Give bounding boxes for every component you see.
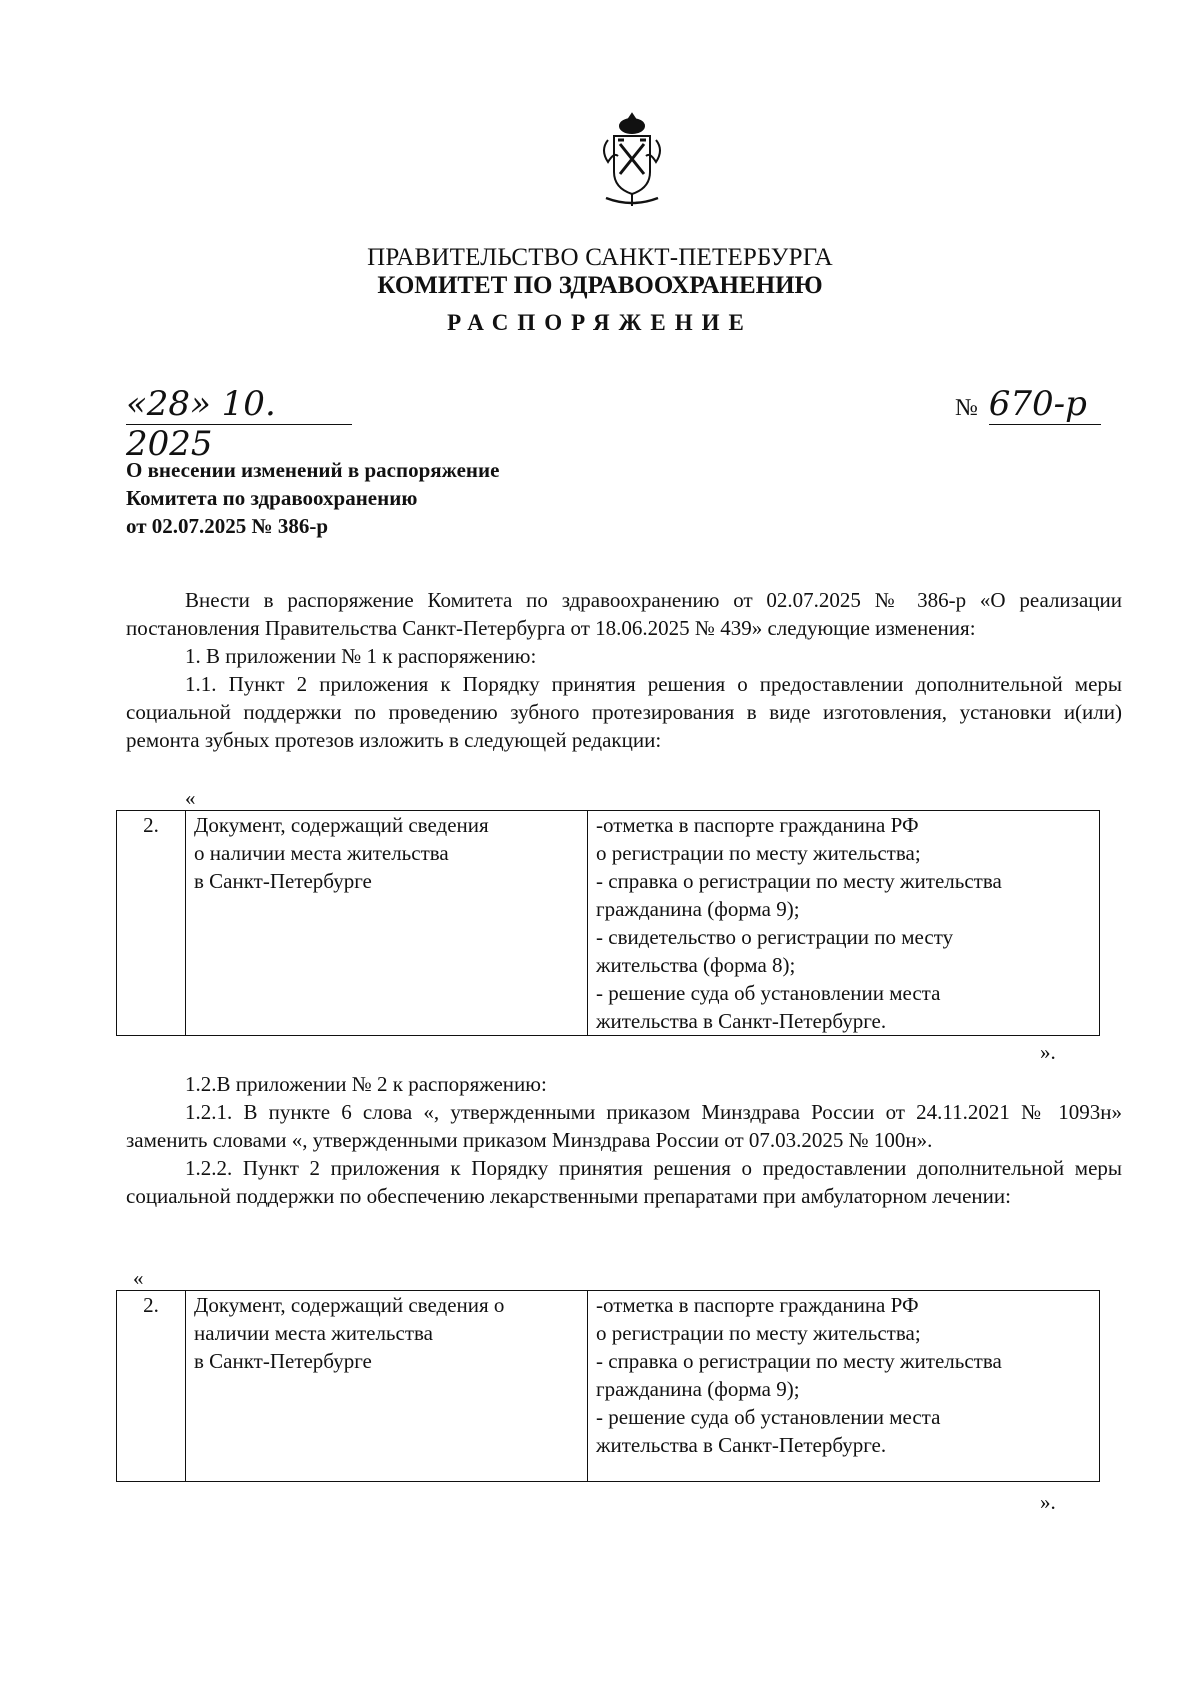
doc-line: в Санкт-Петербурге xyxy=(194,1349,372,1373)
committee-title: КОМИТЕТ ПО ЗДРАВООХРАНЕНИЮ xyxy=(377,272,823,299)
order-date: «28» 10. 2025 xyxy=(126,384,352,425)
body-section-2 xyxy=(126,1070,1122,1210)
item-line: о регистрации по месту жительства; xyxy=(596,1321,921,1345)
table-cell-items xyxy=(588,1291,1100,1482)
item-line: о регистрации по месту жительства; xyxy=(596,841,921,865)
item-line: гражданина (форма 9); xyxy=(596,897,800,921)
doc-line: о наличии места жительства xyxy=(194,841,449,865)
item-line: жительства (форма 8); xyxy=(596,953,796,977)
item-line: -отметка в паспорте гражданина РФ xyxy=(596,1293,919,1317)
order-subject xyxy=(126,456,499,540)
coat-of-arms-icon xyxy=(598,110,666,210)
item-line: - справка о регистрации по месту жительства xyxy=(596,869,1002,893)
doc-line: наличии места жительства xyxy=(194,1321,433,1345)
table-row xyxy=(117,811,1100,1036)
table-row xyxy=(117,1291,1100,1482)
doc-line: Документ, содержащий сведения xyxy=(194,813,489,837)
document-type: РАСПОРЯЖЕНИЕ xyxy=(447,310,753,335)
intro-paragraph: Внести в распоряжение Комитета по здравоохранению от 02.07.2025 № 386-р «О реализации постановления Правительства Санкт-Петербурга от 18.06.2025 № 439» следующие изменения: xyxy=(126,588,1122,640)
table-cell-num: 2. xyxy=(117,1291,186,1482)
table-1 xyxy=(116,810,1100,1036)
number-sign: № xyxy=(955,395,978,421)
doc-line: в Санкт-Петербурге xyxy=(194,869,372,893)
item-line: -отметка в паспорте гражданина РФ xyxy=(596,813,919,837)
body-section-1 xyxy=(126,586,1122,754)
paragraph-1-2: 1.2.В приложении № 2 к распоряжению: xyxy=(185,1072,547,1096)
doc-line: Документ, содержащий сведения о xyxy=(194,1293,505,1317)
quote-open: « xyxy=(185,786,196,810)
order-number-block xyxy=(955,384,1117,424)
item-line: жительства в Санкт-Петербурге. xyxy=(596,1433,887,1457)
item-line: - справка о регистрации по месту жительства xyxy=(596,1349,1002,1373)
table-cell-items xyxy=(588,811,1100,1036)
government-title: ПРАВИТЕЛЬСТВО САНКТ-ПЕТЕРБУРГА xyxy=(367,244,833,271)
item-line: - свидетельство о регистрации по месту xyxy=(596,925,954,949)
quote-close: ». xyxy=(1040,1040,1056,1064)
item-line: жительства в Санкт-Петербурге. xyxy=(596,1009,887,1033)
table-2 xyxy=(116,1290,1100,1482)
paragraph-1-2-1: 1.2.1. В пункте 6 слова «, утвержденными приказом Минздрава России от 24.11.2021 № 1093н» заменить словами «, утвержденными приказом Минздрава России от 07.03.2025 № 100н». xyxy=(126,1100,1122,1152)
item-line: - решение суда об установлении места xyxy=(596,1405,941,1429)
table-cell-document xyxy=(186,1291,588,1482)
table-cell-document xyxy=(186,811,588,1036)
subject-line: О внесении изменений в распоряжение xyxy=(126,458,500,482)
paragraph-1-1: 1.1. Пункт 2 приложения к Порядку принятия решения о предоставлении дополнительной меры социальной поддержки по проведению зубного протезирования в виде изготовления, установки и(или) ремонта зубных протезов изложить в следующей редакции: xyxy=(126,672,1122,752)
paragraph-1-2-2: 1.2.2. Пункт 2 приложения к Порядку принятия решения о предоставлении дополнительной меры социальной поддержки по обеспечению лекарственными препаратами при амбулаторном лечении: xyxy=(126,1156,1122,1208)
table-cell-num: 2. xyxy=(117,811,186,1036)
item-line: гражданина (форма 9); xyxy=(596,1377,800,1401)
subject-line: Комитета по здравоохранению xyxy=(126,486,418,510)
paragraph-1: 1. В приложении № 1 к распоряжению: xyxy=(185,644,537,668)
order-number: 670-р xyxy=(989,384,1101,425)
subject-line: от 02.07.2025 № 386-р xyxy=(126,514,329,538)
quote-open: « xyxy=(133,1266,144,1290)
quote-close: ». xyxy=(1040,1490,1056,1514)
item-line: - решение суда об установлении места xyxy=(596,981,941,1005)
